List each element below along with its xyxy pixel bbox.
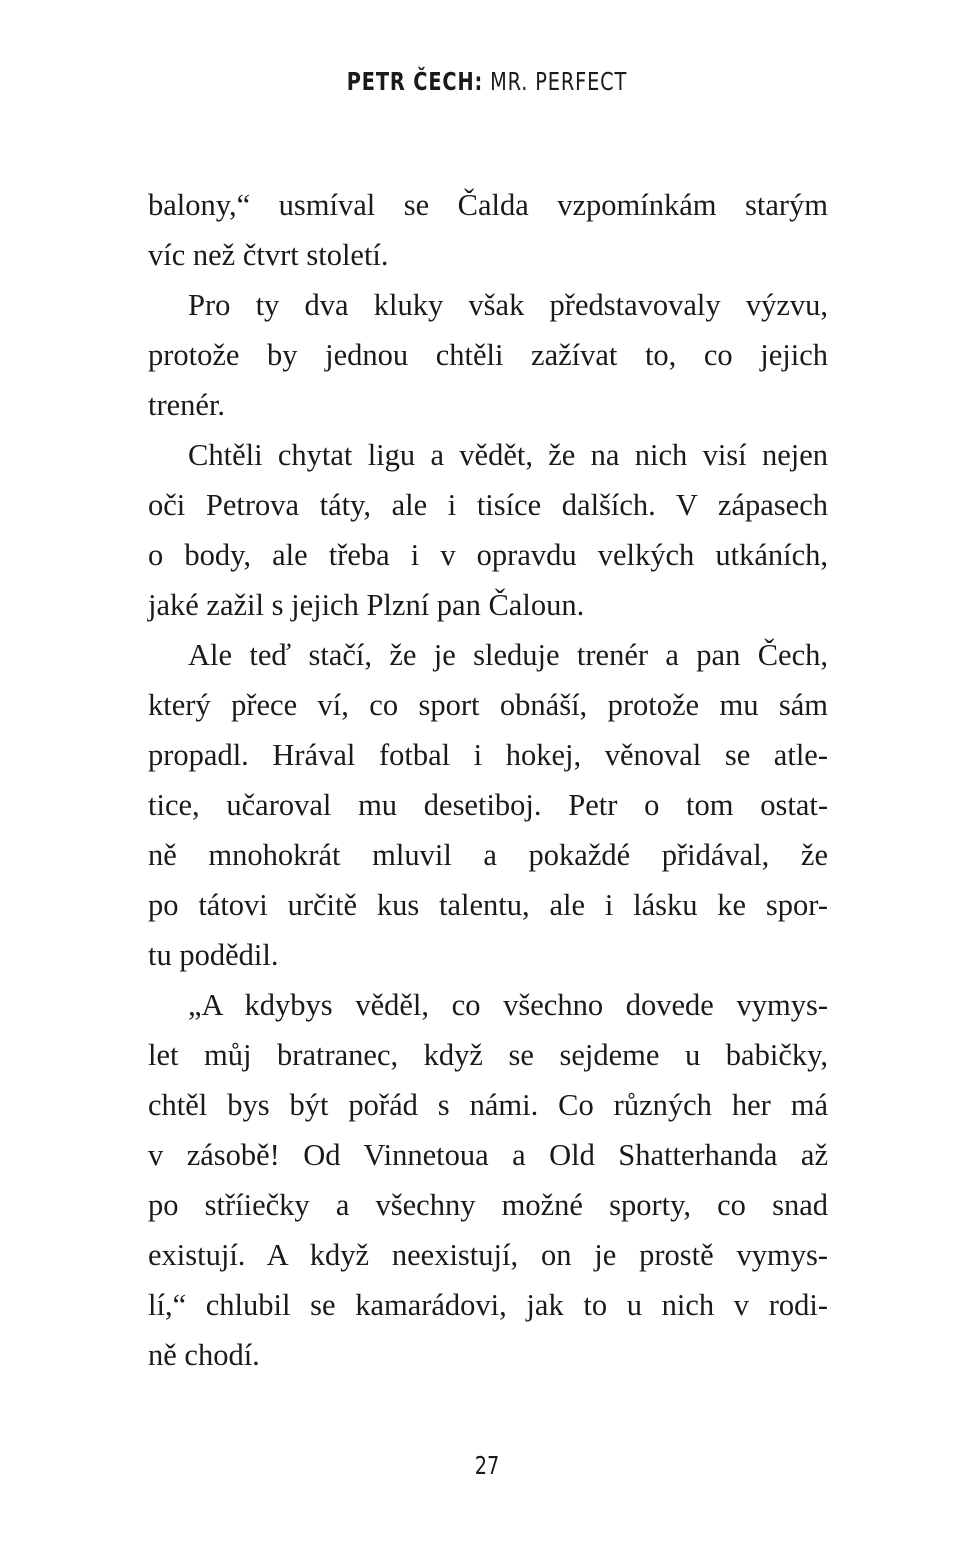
text-line: který přece ví, co sport obnáší, protože mu sám <box>148 688 828 722</box>
text-line: propadl. Hrával fotbal i hokej, věnoval se atle- <box>148 738 828 772</box>
running-head <box>68 62 906 102</box>
paragraph <box>148 430 828 630</box>
paragraph <box>148 980 828 1380</box>
page-number: 27 <box>474 1451 500 1480</box>
text-line: po stříiečky a všechny možné sporty, co snad <box>148 1188 828 1222</box>
paragraph <box>148 180 828 280</box>
text-line: ně chodí. <box>148 1338 260 1372</box>
text-line: existují. A když neexistují, on je prostě vymys- <box>148 1238 828 1272</box>
text-line: oči Petrova táty, ale i tisíce dalších. V zápasech <box>148 488 828 522</box>
text-line: o body, ale třeba i v opravdu velkých utkáních, <box>148 538 828 572</box>
paragraph <box>148 630 828 980</box>
text-line: tice, učaroval mu desetiboj. Petr o tom ostat- <box>148 788 828 822</box>
text-line: ně mnohokrát mluvil a pokaždé přidával, že <box>148 838 828 872</box>
text-line: lí,“ chlubil se kamarádovi, jak to u nich v rodi- <box>148 1288 828 1322</box>
text-line: v zásobě! Od Vinnetoua a Old Shatterhanda až <box>148 1138 828 1172</box>
text-line: po tátovi určitě kus talentu, ale i lásku ke spor- <box>148 888 828 922</box>
text-line: Chtěli chytat ligu a vědět, že na nich visí nejen <box>188 438 828 472</box>
text-line: protože by jednou chtěli zažívat to, co jejich <box>148 338 828 372</box>
running-head-title: MR. PERFECT <box>490 67 628 96</box>
text-line: chtěl bys být pořád s námi. Co různých her má <box>148 1088 828 1122</box>
running-head-author: PETR ČECH: <box>346 67 484 96</box>
text-line: trenér. <box>148 388 226 422</box>
text-line: víc než čtvrt století. <box>148 238 389 272</box>
text-line: Pro ty dva kluky však představovaly výzvu, <box>188 288 828 322</box>
text-line: balony,“ usmíval se Čalda vzpomínkám starým <box>148 188 828 222</box>
text-line: tu podědil. <box>148 938 279 972</box>
text-line: „A kdybys věděl, co všechno dovede vymys- <box>188 988 828 1022</box>
paragraph <box>148 280 828 430</box>
body-text <box>148 180 828 1380</box>
text-line: Ale teď stačí, že je sleduje trenér a pan Čech, <box>188 638 828 672</box>
text-line: let můj bratranec, když se sejdeme u babičky, <box>148 1038 828 1072</box>
text-line: jaké zažil s jejich Plzní pan Čaloun. <box>148 588 585 622</box>
